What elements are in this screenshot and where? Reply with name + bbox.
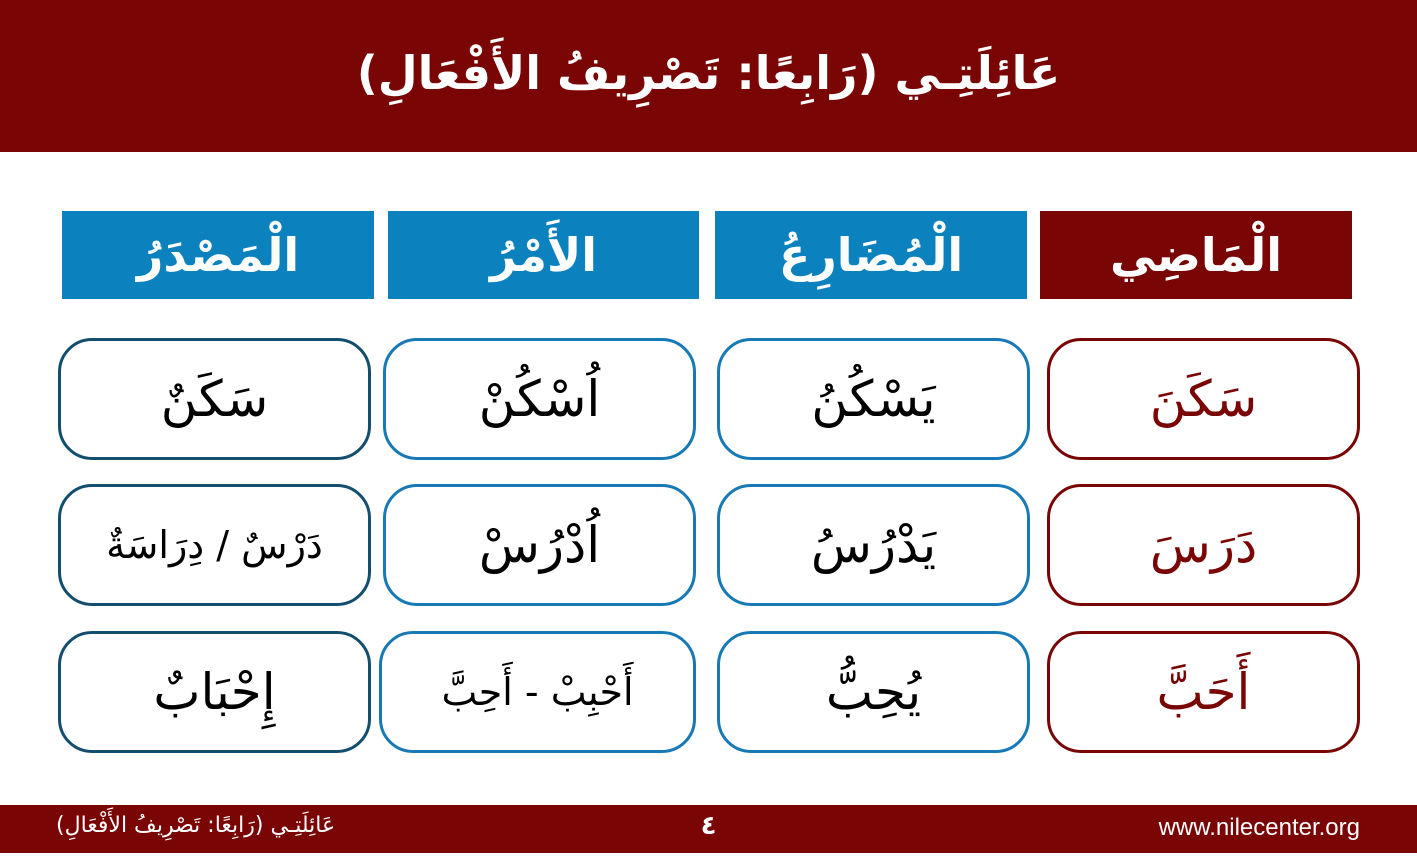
imperative-cell-1: اُسْكُنْ	[383, 338, 696, 460]
header-present-label: الْمُضَارِعُ	[778, 228, 964, 282]
footer-bar	[0, 805, 1417, 853]
header-past	[1040, 211, 1352, 299]
header-imperative	[388, 211, 699, 299]
header-present	[715, 211, 1027, 299]
header-past-label: الْمَاضِي	[1109, 228, 1283, 282]
slide-title: عَائِلَتِـي (رَابِعًا: تَصْرِيفُ الأَفْعَالِ)	[356, 46, 1061, 100]
imperative-cell-3: أَحْبِبْ - أَحِبَّ	[379, 631, 696, 753]
masdar-cell-2: دَرْسٌ / دِرَاسَةٌ	[58, 484, 371, 606]
header-imperative-label: الأَمْرُ	[489, 228, 598, 282]
present-cell-1: يَسْكُنُ	[717, 338, 1030, 460]
header-masdar-label: الْمَصْدَرُ	[136, 228, 300, 282]
past-cell-3: أَحَبَّ	[1047, 631, 1360, 753]
present-cell-2: يَدْرُسُ	[717, 484, 1030, 606]
past-cell-1: سَكَنَ	[1047, 338, 1360, 460]
masdar-cell-1: سَكَنٌ	[58, 338, 371, 460]
masdar-cell-3: إِحْبَابٌ	[58, 631, 371, 753]
page-number: ٤	[700, 811, 717, 841]
present-cell-3: يُحِبُّ	[717, 631, 1030, 753]
footer-title: عَائِلَتِـي (رَابِعًا: تَصْرِيفُ الأَفْعَالِ)	[56, 813, 336, 838]
past-cell-2: دَرَسَ	[1047, 484, 1360, 606]
footer-url: www.nilecenter.org	[1158, 814, 1360, 841]
title-bar	[0, 0, 1417, 152]
header-masdar	[62, 211, 374, 299]
imperative-cell-2: اُدْرُسْ	[383, 484, 696, 606]
